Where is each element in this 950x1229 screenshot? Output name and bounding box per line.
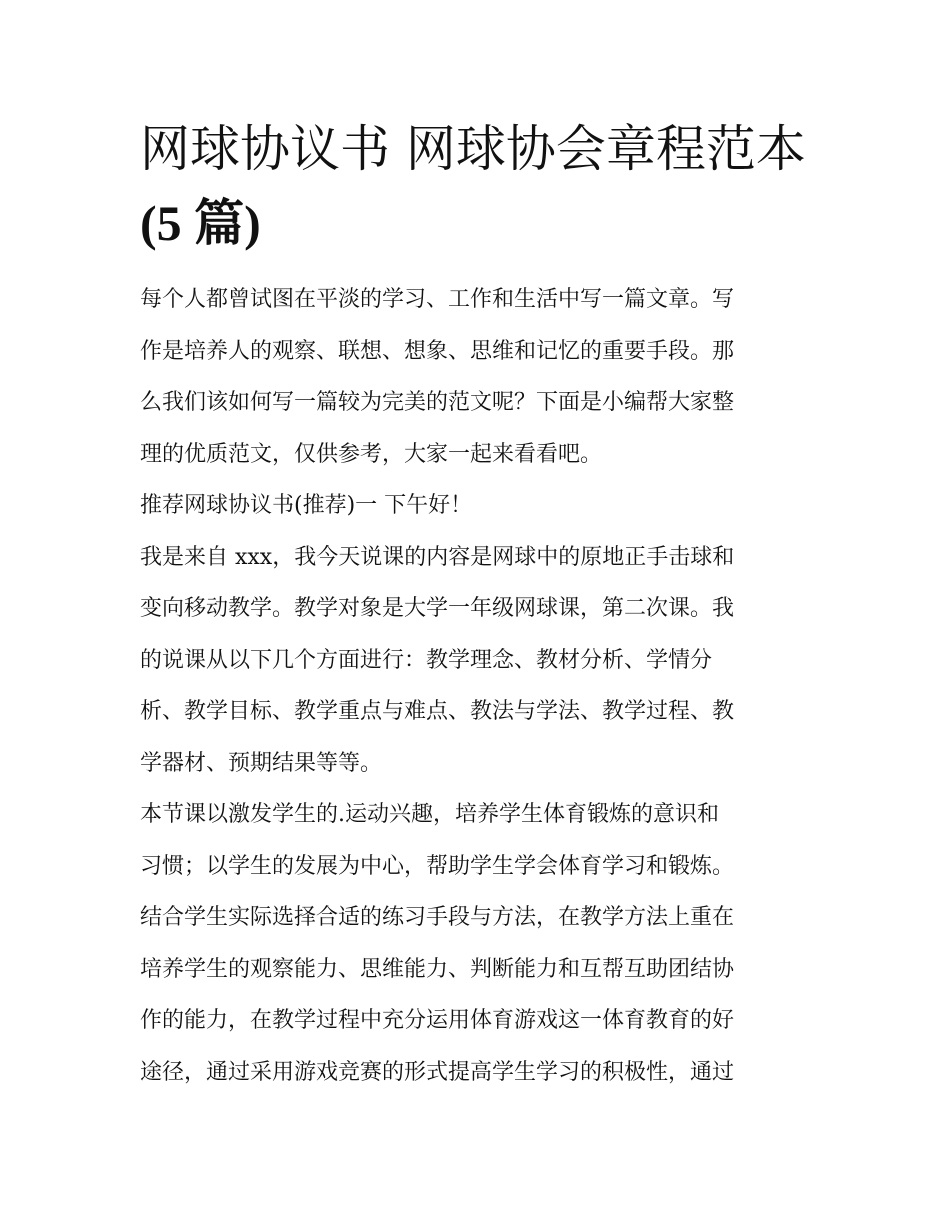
text-line: 本节课以激发学生的.运动兴趣，培养学生体育锻炼的意识和 bbox=[140, 802, 719, 827]
title-line-2: (5 篇) bbox=[140, 195, 261, 251]
paragraph-lesson-intro bbox=[140, 532, 812, 790]
text-line: 变向移动教学。教学对象是大学一年级网球课，第二次课。我 bbox=[140, 596, 735, 621]
text-line: 途径，通过采用游戏竞赛的形式提高学生学习的积极性，通过 bbox=[140, 1059, 735, 1085]
document-body bbox=[140, 274, 812, 1098]
text-line: 么我们该如何写一篇较为完美的范文呢？下面是小编帮大家整 bbox=[140, 390, 735, 415]
text-line: 析、教学目标、教学重点与难点、教法与学法、教学过程、教 bbox=[140, 699, 735, 724]
text-line: 作的能力，在教学过程中充分运用体育游戏这一体育教育的好 bbox=[140, 1008, 735, 1033]
paragraph-teaching-philosophy bbox=[140, 789, 812, 1098]
title-line-1: 网球协议书 网球协会章程范本 bbox=[140, 120, 806, 178]
text-line: 理的优质范文，仅供参考，大家一起来看看吧。 bbox=[140, 441, 603, 467]
paragraph-intro bbox=[140, 274, 812, 480]
document-title bbox=[140, 112, 812, 260]
text-line: 学器材、预期结果等等。 bbox=[140, 750, 383, 776]
paragraph-recommend-heading bbox=[140, 480, 812, 532]
text-line: 作是培养人的观察、联想、想象、思维和记忆的重要手段。那 bbox=[140, 338, 735, 364]
text-line: 我是来自 xxx，我今天说课的内容是网球中的原地正手击球和 bbox=[140, 544, 735, 570]
text-line: 结合学生实际选择合适的练习手段与方法，在教学方法上重在 bbox=[140, 905, 735, 930]
text-line: 培养学生的观察能力、思维能力、判断能力和互帮互助团结协 bbox=[140, 956, 735, 982]
text-line: 推荐网球协议书(推荐)一 下午好！ bbox=[140, 493, 473, 518]
text-line: 的说课从以下几个方面进行：教学理念、教材分析、学情分 bbox=[140, 647, 713, 673]
text-line: 每个人都曾试图在平淡的学习、工作和生活中写一篇文章。写 bbox=[140, 287, 735, 312]
text-line: 习惯；以学生的发展为中心，帮助学生学会体育学习和锻炼。 bbox=[140, 853, 735, 879]
document-content bbox=[140, 112, 812, 1098]
